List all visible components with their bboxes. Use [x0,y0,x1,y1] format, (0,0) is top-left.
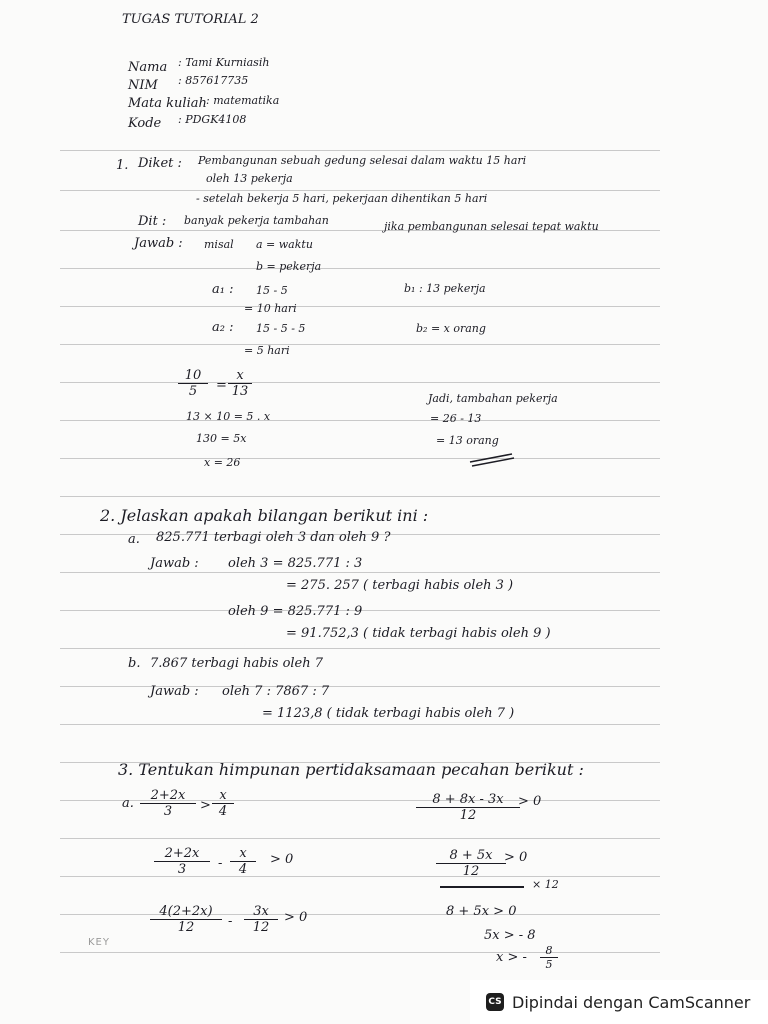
fraction-numerator: 8 + 5x [436,848,506,864]
fraction-denominator: 13 [231,384,249,399]
q1-b2: b₂ = x orang [416,322,486,335]
q3-right-step4: 5x > - 8 [484,928,536,943]
q3-line2-fraction-a [154,846,210,877]
q2a-oleh3: oleh 3 = 825.771 : 3 [228,556,363,571]
q3-right-fraction1 [416,792,520,823]
q2b-oleh7-result: = 1123,8 ( tidak terbagi habis oleh 7 ) [262,706,515,721]
ruled-line [60,382,660,383]
ruled-line [60,648,660,649]
q1-dit-label: Dit : [138,214,167,229]
q3-line1-operator: > [200,798,211,813]
ruled-line [60,420,660,421]
q1-dit-text-a: banyak pekerja tambahan [184,214,329,227]
ruled-line [60,952,660,953]
q3-line2-operator: - [218,856,223,871]
q3-line3-fraction-b [244,904,278,935]
q1-fraction-left [178,368,208,399]
q1-diket-label: Diket : [138,156,182,171]
q3-right-step5-lhs: x > - [496,950,527,965]
matkul-label: Mata kuliah [128,96,207,111]
ruled-line [60,496,660,497]
fraction-numerator: 8 + 8x - 3x [416,792,520,808]
q1-fraction-right [228,368,252,399]
q1-a1-expr: 15 - 5 [256,284,288,297]
fraction-denominator: 12 [252,920,270,935]
q1-misal-label: misal [204,238,234,251]
q3-heading: 3. Tentukan himpunan pertidaksamaan pecahan berikut : [118,760,584,779]
camscanner-icon: CS [486,993,504,1011]
fraction-numerator: 3x [244,904,278,920]
q1-a1-result: = 10 hari [244,302,297,315]
corner-mark: KEY [88,937,110,948]
fraction-numerator: x [228,368,252,384]
q1-dit-text-b: jika pembangunan selesai tepat waktu [384,220,599,233]
ruled-line [60,344,660,345]
q2a-jawab-label: Jawab : [150,556,199,571]
q3-right-multiplier: × 12 [532,878,559,891]
nama-value: : Tami Kurniasih [178,56,270,69]
fraction-denominator: 3 [163,804,173,819]
assignment-title: TUGAS TUTORIAL 2 [122,12,259,27]
fraction-denominator: 12 [462,864,480,879]
q3-line2-rhs: > 0 [270,852,294,867]
q2-heading: 2. Jelaskan apakah bilangan berikut ini : [100,506,429,525]
q1-conclusion-line2: = 26 - 13 [430,412,482,425]
fraction-denominator: 4 [238,862,248,877]
q3-line1-fraction-a [140,788,196,819]
q3-line3-rhs: > 0 [284,910,308,925]
q1-a2-result: = 5 hari [244,344,290,357]
q1-a1-label: a₁ : [212,282,234,297]
q1-jawab-label: Jawab : [134,236,183,251]
q2a-oleh3-result: = 275. 257 ( terbagi habis oleh 3 ) [286,578,514,593]
ruled-line [60,458,660,459]
fraction-denominator: 4 [218,804,228,819]
fraction-denominator: 12 [459,808,477,823]
q1-conclusion-line1: Jadi, tambahan pekerja [428,392,558,405]
fraction-denominator: 5 [545,958,553,971]
camscanner-text: Dipindai dengan CamScanner [512,992,751,1012]
q1-misal-a: a = waktu [256,238,313,251]
matkul-value: : matematika [206,94,280,107]
fraction-numerator: 4(2+2x) [150,904,222,920]
q3-line3-fraction-a [150,904,222,935]
q2a-text: 825.771 terbagi oleh 3 dan oleh 9 ? [156,530,391,545]
q2b-label: b. [128,656,141,671]
ruled-line [60,838,660,839]
kode-value: : PDGK4108 [178,113,247,126]
fraction-numerator: 10 [178,368,208,384]
kode-label: Kode [128,116,162,131]
ruled-line [60,190,660,191]
q1-fraction-equals: = [216,378,227,393]
ruled-line [60,268,660,269]
q2b-oleh7: oleh 7 : 7867 : 7 [222,684,330,699]
nim-value: : 857617735 [178,74,249,87]
q3-right-rhs1: > 0 [518,794,542,809]
ruled-line [60,572,660,573]
nama-label: Nama [128,60,168,75]
q1-step3: x = 26 [204,456,241,469]
q2b-jawab-label: Jawab : [150,684,199,699]
q3-right-step3: 8 + 5x > 0 [446,904,517,919]
q3-right-rhs2: > 0 [504,850,528,865]
ruled-line [60,724,660,725]
q2b-text: 7.867 terbagi habis oleh 7 [150,656,324,671]
q3-line2-fraction-b [230,846,256,877]
fraction-numerator: 2+2x [154,846,210,862]
q1-number: 1. [116,158,129,173]
q1-diket-line2: oleh 13 pekerja [206,172,293,185]
q1-conclusion-line3: = 13 orang [436,434,499,447]
q1-a2-label: a₂ : [212,320,234,335]
fraction-denominator: 5 [188,384,198,399]
q2a-oleh9: oleh 9 = 825.771 : 9 [228,604,363,619]
q1-misal-b: b = pekerja [256,260,322,273]
fraction-numerator: x [230,846,256,862]
q3-right-step5-fraction [540,944,558,971]
q3-line1-fraction-b [212,788,234,819]
q2a-label: a. [128,532,140,547]
multiply-line [440,886,524,888]
fraction-denominator: 3 [177,862,187,877]
q1-diket-line1: Pembangunan sebuah gedung selesai dalam waktu 15 hari [198,154,527,167]
q3-right-fraction2 [436,848,506,879]
q3-line3-operator: - [228,914,233,929]
fraction-numerator: 8 [540,944,558,958]
q1-diket-line3: - setelah bekerja 5 hari, pekerjaan dihentikan 5 hari [196,192,488,205]
double-underline-mark [468,452,516,468]
q2a-oleh9-result: = 91.752,3 ( tidak terbagi habis oleh 9 ) [286,626,551,641]
ruled-line [60,876,660,877]
ruled-line [60,306,660,307]
q1-b1: b₁ : 13 pekerja [404,282,486,295]
q3a-label: a. [122,796,134,811]
nim-label: NIM [128,78,158,93]
fraction-numerator: 2+2x [140,788,196,804]
fraction-numerator: x [212,788,234,804]
q1-step1: 13 × 10 = 5 . x [186,410,271,423]
fraction-denominator: 12 [177,920,195,935]
camscanner-watermark [470,980,768,1024]
q1-a2-expr: 15 - 5 - 5 [256,322,306,335]
ruled-line [60,150,660,151]
q1-step2: 130 = 5x [196,432,247,445]
